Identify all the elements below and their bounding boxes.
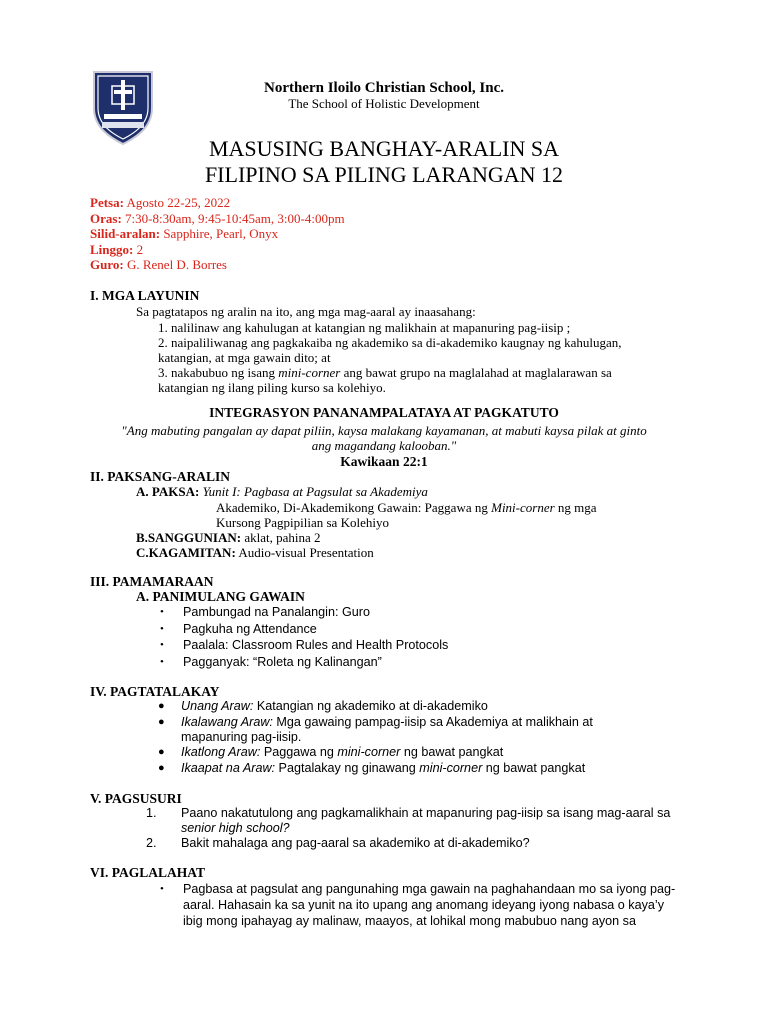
text: Katangian ng akademiko at di-akademiko: [253, 699, 488, 713]
paglalahat-line-3: ibig mong ipahayag ay malinaw, maayos, at lohikal mong mabubuo nang ayon sa: [183, 914, 636, 928]
pamamaraan-heading: III. PAMAMARAAN: [90, 574, 214, 589]
guro-value: G. Renel D. Borres: [123, 257, 227, 273]
sanggunian-label: B.SANGGUNIAN:: [136, 530, 242, 545]
silid-label: Silid-aralan:: [90, 226, 161, 242]
italic-text: Unang Araw:: [181, 699, 254, 713]
paksang-heading: II. PAKSANG-ARALIN: [90, 469, 231, 484]
layunin-item-3b: katangian ng ilang piling kurso sa kolehiyo.: [158, 380, 386, 395]
paksa-value: Yunit I: Pagbasa at Pagsulat sa Akademiya: [202, 484, 428, 499]
pagtatalakay-item-4: [181, 761, 585, 777]
bullet: •: [160, 623, 164, 635]
sanggunian-line: [136, 530, 321, 546]
paksa-line-2: [216, 500, 597, 516]
title-line-1: MASUSING BANGHAY-ARALIN SA: [208, 136, 559, 161]
oras-value: 7:30-8:30am, 9:45-10:45am, 3:00-4:00pm: [121, 210, 345, 226]
oras-label: Oras:: [90, 210, 122, 226]
pagsusuri-heading: V. PAGSUSURI: [90, 791, 182, 806]
oras-line: [90, 211, 345, 227]
pagtatalakay-heading: IV. PAGTATALAKAY: [90, 684, 220, 699]
paglalahat-line-2: aaral. Hahasain ka sa yunit na ito upang ang anomang ideyang iyong nabasa o kaya’y: [183, 898, 664, 912]
kagamitan-label: C.KAGAMITAN:: [136, 545, 236, 560]
pamamaraan-item-1: Pambungad na Panalangin: Guro: [183, 605, 370, 619]
document-title: [0, 136, 768, 188]
pagsusuri-q1a: Paano nakatutulong ang pagkamalikhain at mapanuring pag-iisip sa isang mag-aaral sa: [181, 806, 671, 820]
text: Paggawa ng: [260, 745, 338, 759]
italic-text: Ikalawang Araw:: [181, 715, 273, 729]
italic-text: mini-corner: [419, 761, 483, 775]
integrasyon-quote-2: ang magandang kalooban.": [311, 438, 457, 453]
petsa-value: Agosto 22-25, 2022: [123, 195, 231, 210]
school-name: Northern Iloilo Christian School, Inc.: [263, 80, 504, 96]
pagtatalakay-item-2-cont: mapanuring pag-iisip.: [181, 730, 302, 744]
pamamaraan-item-4: Pagganyak: “Roleta ng Kalinangan”: [183, 655, 382, 669]
layunin-item-3a: [158, 365, 612, 381]
petsa-line: [90, 195, 345, 211]
paksa-label: A. PAKSA:: [136, 484, 200, 499]
pamamaraan-item-2: Pagkuha ng Attendance: [183, 622, 317, 636]
integrasyon-quote-1: "Ang mabuting pangalan ay dapat piliin, kaysa malakang kayamanan, at mabuti kaysa pilak at ginto: [121, 423, 647, 438]
sanggunian-value: aklat, pahina 2: [241, 530, 321, 545]
paglalahat-heading: VI. PAGLALAHAT: [90, 865, 206, 880]
italic-text: Mini-corner: [491, 500, 555, 515]
bullet: •: [160, 606, 164, 618]
text: Akademiko, Di-Akademikong Gawain: Paggawa ng: [216, 500, 492, 515]
layunin-heading: I. MGA LAYUNIN: [90, 288, 200, 303]
title-line-2: FILIPINO SA PILING LARANGAN 12: [204, 162, 564, 187]
silid-line: [90, 226, 345, 242]
layunin-intro: Sa pagtatapos ng aralin na ito, ang mga mag-aaral ay inaasahang:: [136, 304, 476, 319]
pagsusuri-num-1: 1.: [146, 806, 157, 820]
text: 3. nakabubuo ng isang: [158, 365, 279, 380]
bullet: ●: [158, 716, 165, 728]
layunin-item-2a: 2. naipaliliwanag ang pagkakaiba ng akademiko sa di-akademiko kaugnay ng kahulugan,: [158, 335, 622, 350]
linggo-value: 2: [133, 241, 144, 257]
petsa-label: Petsa:: [90, 195, 124, 210]
layunin-item-1: 1. nalilinaw ang kahulugan at katangian ng malikhain at mapanuring pag-iisip ;: [158, 320, 571, 335]
pagtatalakay-item-3: [181, 745, 503, 761]
bullet: •: [160, 656, 164, 668]
text: ng bawat pangkat: [400, 745, 504, 759]
paglalahat-line-1: Pagbasa at pagsulat ang pangunahing mga gawain na paghahandaan mo sa iyong pag-: [183, 882, 676, 896]
integrasyon-heading: INTEGRASYON PANANAMPALATAYA AT PAGKATUTO: [209, 405, 559, 420]
text: Mga gawaing pampag-iisip sa Akademiya at malikhain at: [272, 715, 593, 729]
text: ng mga: [554, 500, 597, 515]
panimulang-heading: A. PANIMULANG GAWAIN: [136, 589, 305, 604]
bullet: •: [160, 639, 164, 651]
silid-value: Sapphire, Pearl, Onyx: [160, 226, 279, 242]
pagsusuri-num-2: 2.: [146, 836, 157, 850]
bullet: ●: [158, 700, 165, 712]
kagamitan-line: [136, 545, 374, 561]
school-subtitle: The School of Holistic Development: [288, 96, 480, 111]
layunin-item-2b: katangian, at mga gawain dito; at: [158, 350, 331, 365]
bullet: ●: [158, 762, 165, 774]
guro-line: [90, 257, 345, 273]
pagsusuri-q2: Bakit mahalaga ang pag-aaral sa akademiko at di-akademiko?: [181, 836, 530, 850]
guro-label: Guro:: [90, 257, 124, 273]
linggo-label: Linggo:: [90, 241, 134, 257]
bullet: ●: [158, 746, 165, 758]
kagamitan-value: Audio-visual Presentation: [235, 545, 374, 560]
italic-text: Ikaapat na Araw:: [181, 761, 276, 775]
text: Pagtalakay ng ginawang: [275, 761, 420, 775]
info-block: [90, 195, 345, 273]
pagtatalakay-item-2: [181, 715, 593, 731]
paksa-line-3: Kursong Pagpipilian sa Kolehiyo: [216, 515, 389, 530]
pamamaraan-item-3: Paalala: Classroom Rules and Health Protocols: [183, 638, 449, 652]
linggo-line: [90, 242, 345, 258]
pagsusuri-q1b: senior high school?: [181, 821, 290, 835]
integrasyon-ref: Kawikaan 22:1: [340, 454, 428, 469]
italic-text: mini-corner: [278, 365, 341, 380]
pagtatalakay-item-1: [181, 699, 488, 715]
bullet: •: [160, 883, 164, 895]
text: ng bawat pangkat: [482, 761, 586, 775]
paksa-line: [136, 484, 428, 500]
italic-text: Ikatlong Araw:: [181, 745, 261, 759]
text: ang bawat grupo na maglalahad at maglalarawan sa: [340, 365, 612, 380]
italic-text: mini-corner: [337, 745, 401, 759]
